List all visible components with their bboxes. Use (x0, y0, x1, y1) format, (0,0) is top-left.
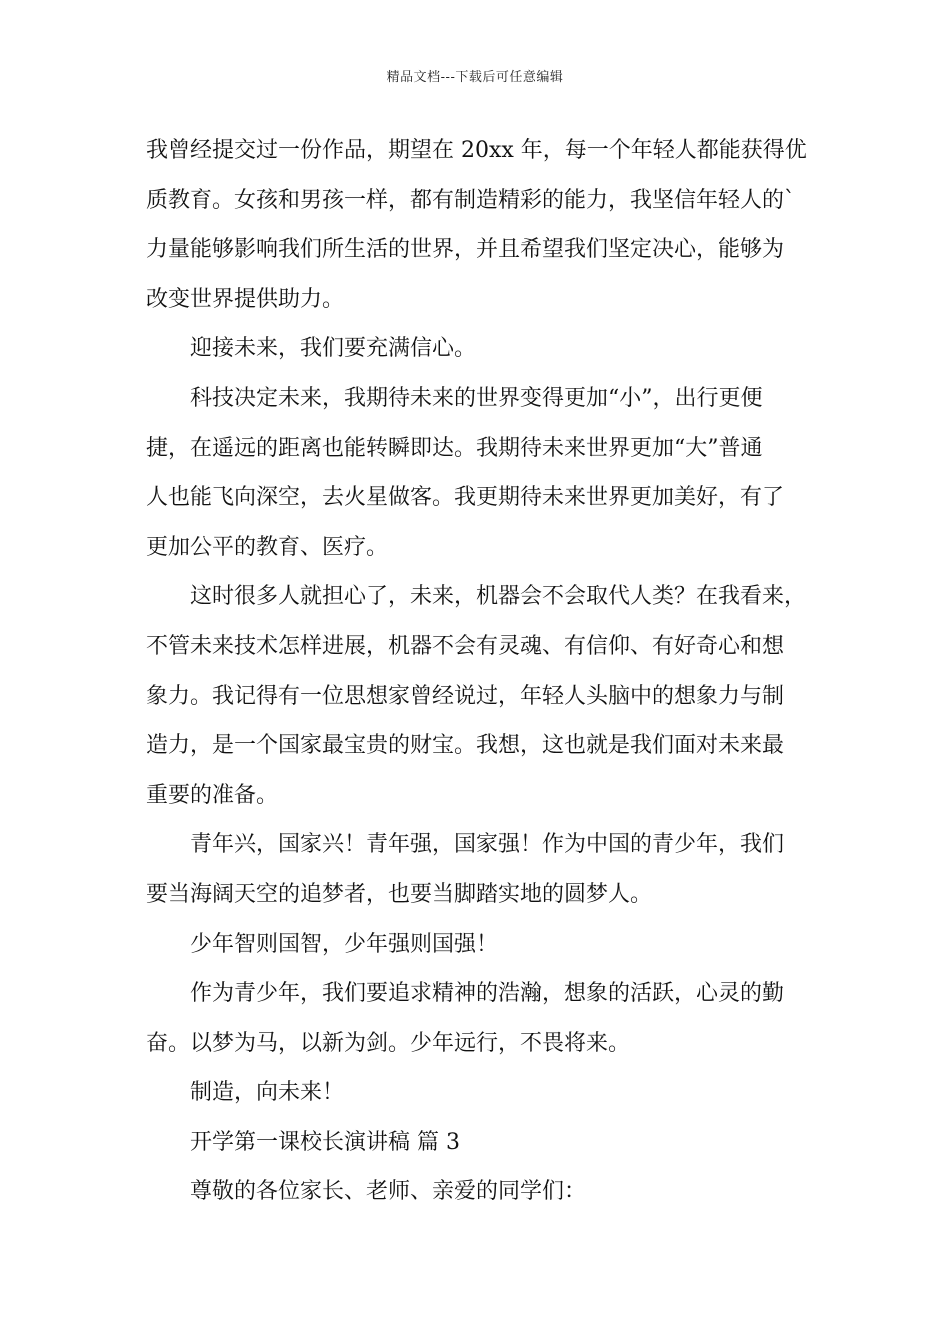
text-line: 少年智则国智，少年强则国强！ (190, 931, 499, 957)
text-line: 我曾经提交过一份作品，期望在 20xx 年，每一个年轻人都能获得优 (146, 138, 807, 163)
text-line: 捷，在遥远的距离也能转瞬即达。我期待未来世界更加“大”普通 (146, 435, 763, 461)
document-body (146, 126, 822, 1217)
text-line: 象力。我记得有一位思想家曾经说过，年轻人头脑中的想象力与制 (146, 683, 785, 709)
text-line: 不管未来技术怎样进展，机器不会有灵魂、有信仰、有好奇心和想 (146, 633, 785, 659)
text-line: 制造，向未来！ (190, 1080, 345, 1106)
text-line: 重要的准备。 (146, 782, 279, 808)
text-line: 奋。以梦为马，以新为剑。少年远行，不畏将来。 (146, 1030, 631, 1056)
text-line: 开学第一课校长演讲稿 篇 3 (190, 1129, 460, 1155)
text-line: 科技决定未来，我期待未来的世界变得更加“小”，出行更便 (190, 385, 763, 411)
page-header: 精品文档---下载后可任意编辑 (386, 70, 564, 85)
text-line: 要当海阔天空的追梦者，也要当脚踏实地的圆梦人。 (146, 881, 653, 907)
text-line: 造力，是一个国家最宝贵的财宝。我想，这也就是我们面对未来最 (146, 733, 785, 759)
text-line: 力量能够影响我们所生活的世界，并且希望我们坚定决心，能够为 (146, 237, 785, 263)
text-line: 青年兴，国家兴！青年强，国家强！作为中国的青少年，我们 (190, 832, 785, 858)
text-line: 作为青少年，我们要追求精神的浩瀚，想象的活跃，心灵的勤 (190, 981, 785, 1007)
text-line: 尊敬的各位家长、老师、亲爱的同学们： (190, 1179, 587, 1205)
text-line: 人也能飞向深空，去火星做客。我更期待未来世界更加美好，有了 (146, 485, 785, 511)
text-line: 质教育。女孩和男孩一样，都有制造精彩的能力，我坚信年轻人的` (146, 187, 796, 213)
text-line: 改变世界提供助力。 (146, 286, 345, 312)
text-line: 这时很多人就担心了，未来，机器会不会取代人类？在我看来， (190, 584, 807, 610)
text-line: 更加公平的教育、医疗。 (146, 534, 389, 560)
text-line: 迎接未来，我们要充满信心。 (190, 336, 477, 362)
